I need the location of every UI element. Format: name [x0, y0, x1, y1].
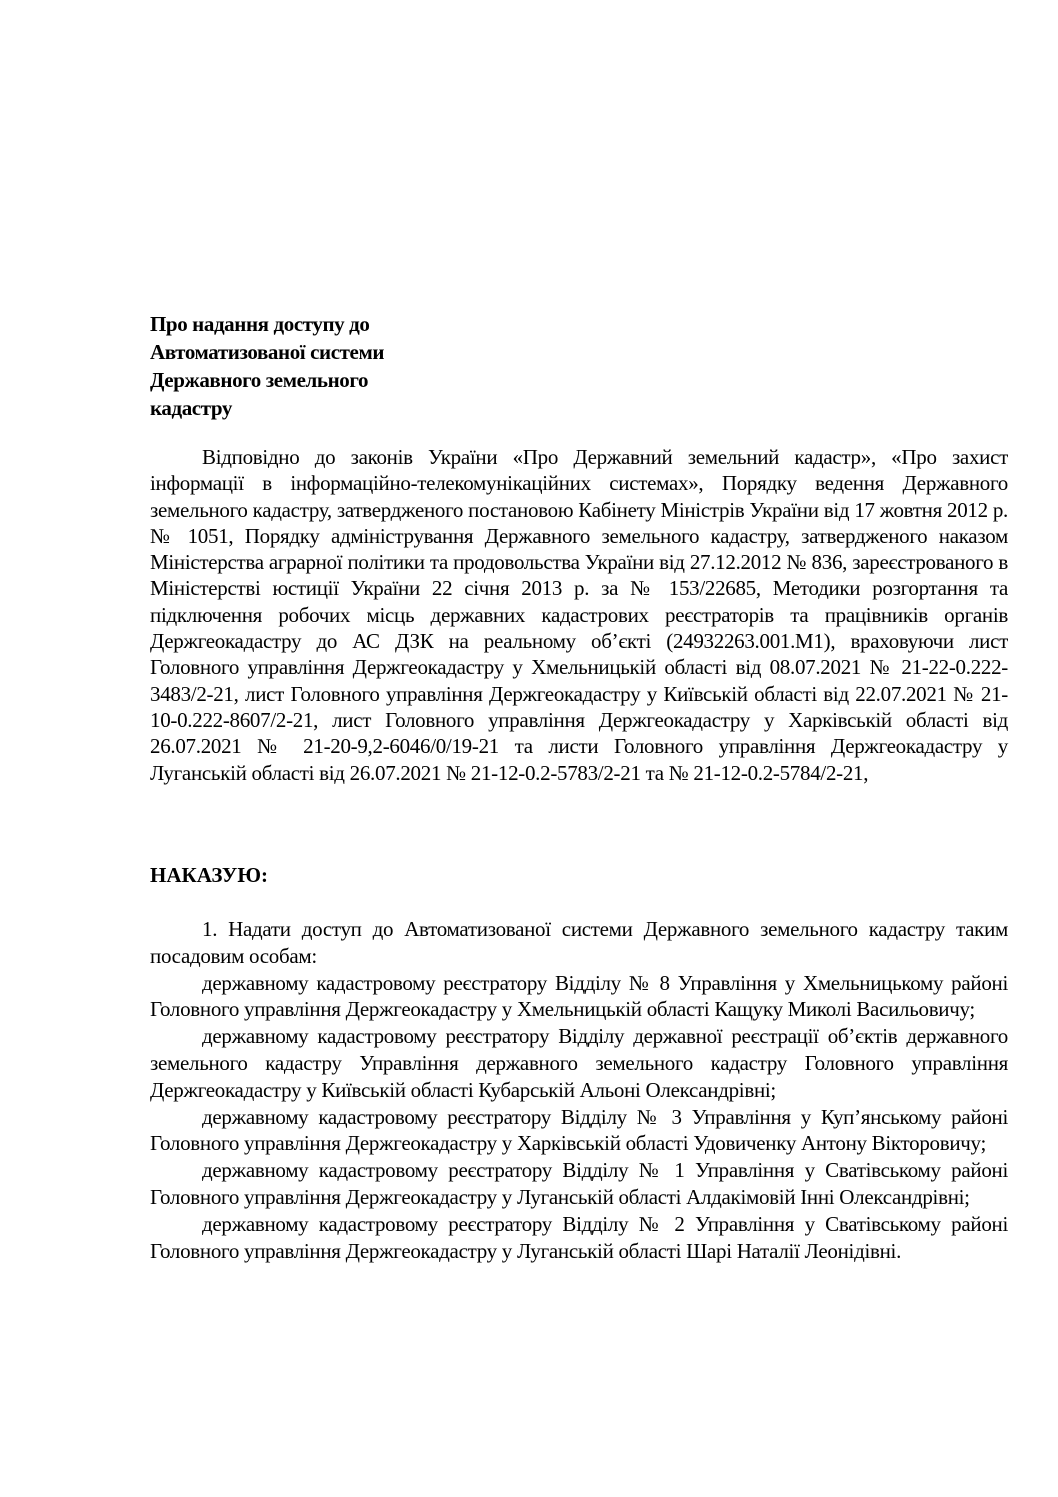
recipient-paragraph: державному кадастровому реєстратору Відділу № 8 Управління у Хмельницькому районі Головного управління Держгеокадастру у Хмельницькій області Кащуку Миколі Васильовичу;: [150, 970, 1008, 1022]
document-title: [150, 310, 470, 422]
recipient-paragraph: державному кадастровому реєстратору Відділу державної реєстрації об’єктів державного земельного кадастру Управління державного земельного кадастру Головного управління Держгеокадастру у Київській області Кубарській Альоні Олександрівні;: [150, 1024, 1008, 1102]
order-body: [150, 916, 1008, 1264]
title-line: кадастру: [150, 396, 232, 420]
item-1-intro: 1. Надати доступ до Автоматизованої системи Державного земельного кадастру таким посадовим особам:: [150, 917, 1008, 968]
title-line: Автоматизованої системи: [150, 340, 385, 364]
title-line: Державного земельного: [150, 368, 369, 392]
recipient-paragraph: державному кадастровому реєстратору Відділу № 2 Управління у Сватівському районі Головного управління Держгеокадастру у Луганській області Шарі Наталії Леонідівні.: [150, 1211, 1008, 1263]
preamble-paragraph: Відповідно до законів України «Про Державний земельний кадастр», «Про захист інформації в інформаційно-телекомунікаційних системах», Порядку ведення Державного земельного кадастру, затвердженого постановою Кабінету Міністрів України від 17 жовтня 2012 р. № 1051, Порядку адміністрування Державного земельного кадастру, затвердженого наказом Міністерства аграрної політики та продовольства України від 27.12.2012 № 836, зареєстрованого в Міністерстві юстиції України 22 січня 2013 р. за № 153/22685, Методики розгортання та підключення робочих місць державних кадастрових реєстраторів та працівників органів Держгеокадастру до АС ДЗК на реальному об’єкті (24932263.001.М1), враховуючи лист Головного управління Держгеокадастру у Хмельницькій області від 08.07.2021 № 21-22-0.222-3483/2-21, лист Головного управління Держгеокадастру у Київській області від 22.07.2021 № 21-10-0.222-8607/2-21, лист Головного управління Держгеокадастру у Харківській області від 26.07.2021 № 21-20-9,2-6046/0/19-21 та листи Головного управління Держгеокадастру у Луганській області від 26.07.2021 № 21-12-0.2-5783/2-21 та № 21-12-0.2-5784/2-21,: [150, 445, 1008, 785]
title-line: Про надання доступу до: [150, 312, 370, 336]
recipient-paragraph: державному кадастровому реєстратору Відділу № 1 Управління у Сватівському районі Головного управління Держгеокадастру у Луганській області Алдакімовій Інні Олександрівні;: [150, 1158, 1008, 1209]
recipient-paragraph: державному кадастровому реєстратору Відділу № 3 Управління у Куп’янському районі Головного управління Держгеокадастру у Харківській області Удовиченку Антону Вікторовичу;: [150, 1104, 1008, 1156]
order-heading: НАКАЗУЮ:: [150, 863, 268, 887]
